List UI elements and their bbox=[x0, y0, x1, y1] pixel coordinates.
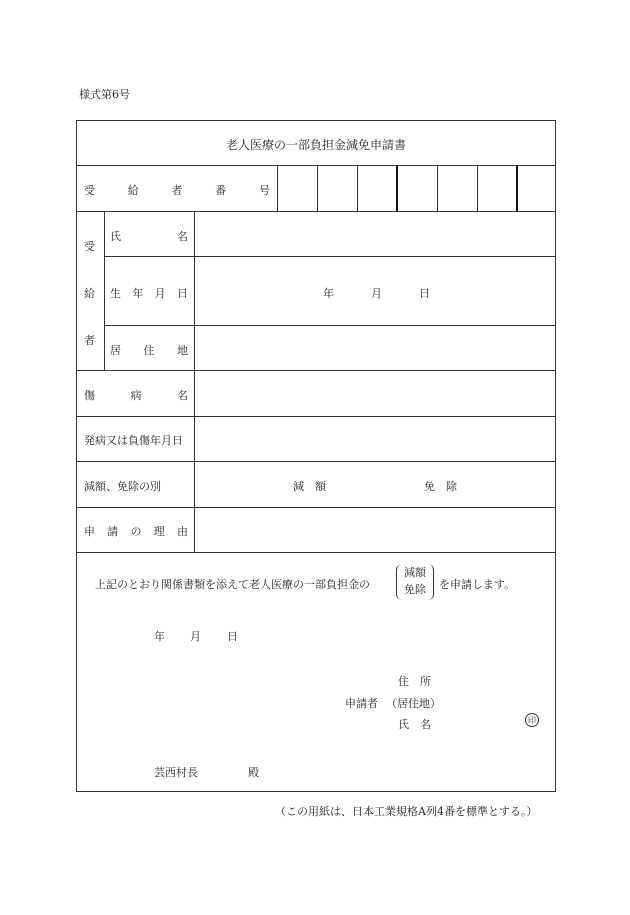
recipient-group-char: 給 bbox=[84, 287, 95, 300]
application-year-label: 年 bbox=[154, 630, 165, 643]
bracket-option-reduce: 減額 bbox=[404, 566, 426, 579]
footnote: （この用紙は、日本工業規格A列4番を標準とする。） bbox=[275, 805, 538, 818]
recipient-group-char: 者 bbox=[84, 334, 95, 347]
divider bbox=[76, 552, 556, 553]
applicant-address-label: 住 所 bbox=[398, 675, 431, 688]
addressee-label: 芸西村長 bbox=[154, 766, 198, 779]
seal-mark: 印 bbox=[525, 713, 539, 727]
onset-label: 発病又は負傷年月日 bbox=[84, 434, 183, 447]
applicant-name-label: 氏 名 bbox=[398, 718, 431, 731]
recipient-number-box[interactable] bbox=[478, 166, 516, 211]
birthdate-day-label: 日 bbox=[419, 287, 430, 300]
divider bbox=[194, 211, 195, 552]
disease-label: 傷 病 名 bbox=[84, 389, 188, 402]
recipient-number-box[interactable] bbox=[278, 166, 317, 211]
application-month-label: 月 bbox=[190, 630, 201, 643]
birthdate-month-label: 月 bbox=[371, 287, 382, 300]
applicant-residence-label: （居住地） bbox=[386, 697, 441, 710]
reduce-exempt-bracket bbox=[396, 564, 434, 600]
divider bbox=[104, 256, 556, 257]
declaration-text-after: を申請します。 bbox=[439, 578, 516, 591]
recipient-number-box[interactable] bbox=[398, 166, 437, 211]
reason-field[interactable] bbox=[196, 508, 555, 552]
divider bbox=[104, 211, 105, 370]
recipient-number-box[interactable] bbox=[358, 166, 396, 211]
residence-label: 居 住 地 bbox=[110, 344, 188, 357]
recipient-number-box[interactable] bbox=[438, 166, 477, 211]
declaration-text: 上記のとおり関係書類を添えて老人医療の一部負担金の bbox=[95, 578, 370, 591]
recipient-group-char: 受 bbox=[84, 240, 95, 253]
birthdate-field[interactable] bbox=[196, 257, 316, 325]
bracket-option-exempt: 免除 bbox=[404, 583, 426, 596]
birthdate-year-label: 年 bbox=[323, 287, 334, 300]
honorific-label: 殿 bbox=[248, 766, 259, 779]
type-exempt-option[interactable]: 免 除 bbox=[424, 480, 457, 493]
birthdate-label: 生 年 月 日 bbox=[110, 287, 188, 300]
recipient-number-label: 受 給 者 番 号 bbox=[84, 184, 270, 197]
divider bbox=[76, 461, 556, 462]
name-field[interactable] bbox=[196, 212, 555, 256]
onset-field[interactable] bbox=[196, 417, 555, 461]
name-label: 氏 名 bbox=[110, 230, 188, 243]
recipient-number-box[interactable] bbox=[518, 166, 555, 211]
form-number: 様式第6号 bbox=[79, 88, 130, 101]
recipient-number-box[interactable] bbox=[318, 166, 357, 211]
reason-label: 申 請 の 理 由 bbox=[84, 525, 188, 538]
applicant-label: 申請者 bbox=[345, 697, 378, 710]
type-label: 減額、免除の別 bbox=[84, 480, 161, 493]
type-reduce-option[interactable]: 減 額 bbox=[293, 480, 326, 493]
residence-field[interactable] bbox=[196, 326, 555, 370]
form-title: 老人医療の一部負担金減免申請書 bbox=[225, 138, 406, 152]
disease-field[interactable] bbox=[196, 371, 555, 416]
application-day-label: 日 bbox=[227, 630, 238, 643]
